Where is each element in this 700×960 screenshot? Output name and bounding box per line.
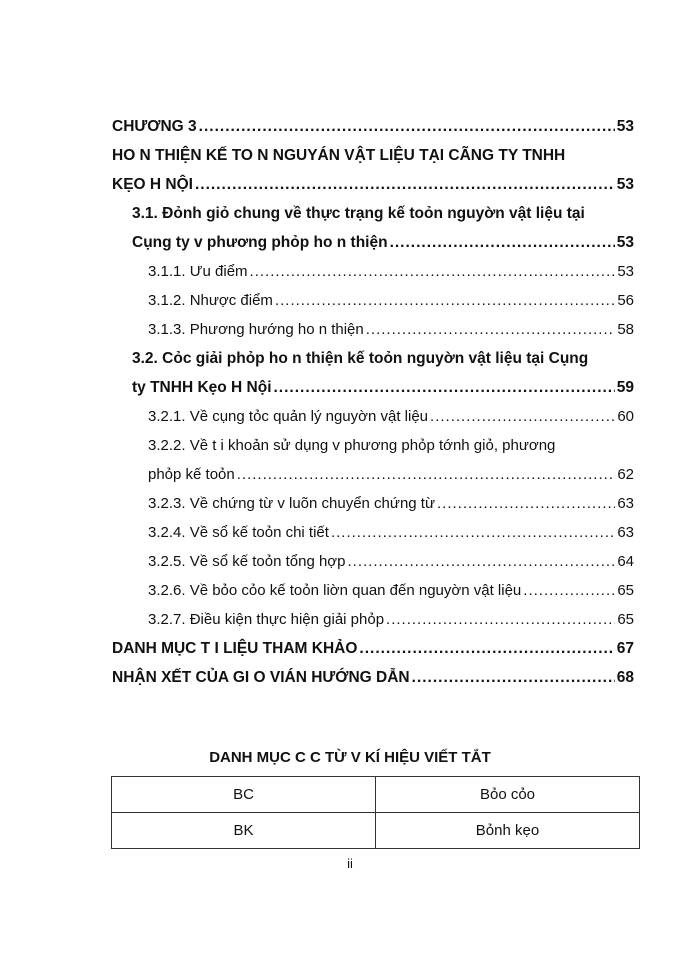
toc-entry-3-1-2[interactable] <box>112 286 634 315</box>
toc-entry-section-3-2[interactable] <box>112 344 634 373</box>
toc-entry-3-2-2[interactable] <box>112 431 634 460</box>
toc-entry-text: CHƯƠNG 3 <box>112 118 197 135</box>
toc-entry-section-3-2-cont[interactable] <box>112 373 634 402</box>
toc-page-number: 65 <box>617 582 634 599</box>
toc-entry-3-2-3[interactable] <box>112 489 634 518</box>
toc-entry-section-3-1[interactable] <box>112 199 634 228</box>
toc-entry-text: 3.2.1. Về cụng tỏc quản lý nguyờn vật liệu <box>148 408 429 425</box>
toc-leader-dots <box>359 634 614 663</box>
toc-page-number: 60 <box>617 408 634 425</box>
toc-page-number: 67 <box>616 640 634 657</box>
toc-entry-3-2-5[interactable] <box>112 547 634 576</box>
table-row <box>112 777 640 813</box>
toc-entry-chapter3[interactable] <box>112 112 634 141</box>
toc-entry-text: phỏp kế toỏn <box>148 466 235 483</box>
toc-entry-text: 3.1.2. Nhược điểm <box>148 292 273 309</box>
toc-entry-text: 3.1. Đỏnh giỏ chung về thực trạng kế toỏn nguyờn vật liệu tại <box>132 205 585 222</box>
toc-leader-dots <box>237 460 616 489</box>
toc-page-number: 65 <box>617 611 634 628</box>
toc-entry-3-1-1[interactable] <box>112 257 634 286</box>
toc-leader-dots <box>347 547 615 576</box>
table-row <box>112 813 640 849</box>
toc-leader-dots <box>274 373 615 402</box>
toc-entry-text: Cụng ty v phương phỏp ho n thiện <box>132 234 388 251</box>
toc-entry-review[interactable] <box>112 663 634 692</box>
toc-entry-chapter-title-cont[interactable] <box>112 170 634 199</box>
toc-page-number: 63 <box>617 524 634 541</box>
toc-entry-text: 3.1.1. Ưu điểm <box>148 263 248 280</box>
toc-page-number: 63 <box>617 495 634 512</box>
toc-leader-dots <box>366 315 616 344</box>
toc-entry-text: 3.2.3. Về chứng từ v luõn chuyển chứng từ <box>148 495 435 512</box>
toc-page-number: 53 <box>616 234 634 251</box>
toc-leader-dots <box>199 112 615 141</box>
toc-entry-text: 3.2. Cỏc giải phỏp ho n thiện kế toỏn nguyờn vật liệu tại Cụng <box>132 350 589 367</box>
toc-page-number: 64 <box>617 553 634 570</box>
abbreviation-cell: BC <box>112 777 376 813</box>
toc-leader-dots <box>412 663 615 692</box>
toc-entry-text: 3.2.6. Về bỏo cỏo kế toỏn liờn quan đến nguyờn vật liệu <box>148 582 522 599</box>
toc-leader-dots <box>437 489 615 518</box>
toc-entry-text: KẸO H NỘI <box>112 176 193 193</box>
toc-entry-3-2-2-cont[interactable] <box>112 460 634 489</box>
toc-entry-3-2-6[interactable] <box>112 576 634 605</box>
toc-entry-chapter-title[interactable] <box>112 141 634 170</box>
page-number: ii <box>347 856 353 871</box>
toc-entry-references[interactable] <box>112 634 634 663</box>
toc-entry-text: NHẬN XẾT CỦA GI O VIÁN HƯỚNG DẪN <box>112 669 410 686</box>
toc-leader-dots <box>390 228 615 257</box>
toc-entry-text: 3.2.5. Về sổ kế toỏn tổng hợp <box>148 553 346 570</box>
toc-page-number: 59 <box>616 379 634 396</box>
toc-page-number: 53 <box>616 118 634 135</box>
toc-entry-text: DANH MỤC T I LIỆU THAM KHẢO <box>112 640 358 657</box>
abbreviation-cell: BK <box>112 813 376 849</box>
toc-entry-3-2-1[interactable] <box>112 402 634 431</box>
abbreviations-title: DANH MỤC C C TỪ V KÍ HIỆU VIẾT TẮT <box>209 749 491 766</box>
toc-entry-section-3-1-cont[interactable] <box>112 228 634 257</box>
toc-page-number: 68 <box>616 669 634 686</box>
meaning-cell: Bỏnh kẹo <box>376 813 640 849</box>
abbreviations-table <box>111 776 640 849</box>
toc-leader-dots <box>386 605 615 634</box>
toc-leader-dots <box>275 286 615 315</box>
toc-entry-text: 3.2.2. Về t i khoản sử dụng v phương phỏp tớnh giỏ, phương <box>148 437 556 454</box>
toc-page-number: 56 <box>617 292 634 309</box>
toc-page-number: 53 <box>617 263 634 280</box>
toc-entry-text: ty TNHH Kẹo H Nội <box>132 379 272 396</box>
meaning-cell: Bỏo cỏo <box>376 777 640 813</box>
toc-page-number: 53 <box>616 176 634 193</box>
toc-entry-text: 3.1.3. Phương hướng ho n thiện <box>148 321 364 338</box>
toc-entry-3-1-3[interactable] <box>112 315 634 344</box>
toc-leader-dots <box>430 402 615 431</box>
table-of-contents <box>112 112 634 692</box>
toc-leader-dots <box>250 257 616 286</box>
toc-page-number: 62 <box>617 466 634 483</box>
toc-page-number: 58 <box>617 321 634 338</box>
toc-entry-3-2-4[interactable] <box>112 518 634 547</box>
toc-entry-3-2-7[interactable] <box>112 605 634 634</box>
toc-entry-text: HO N THIỆN KẾ TO N NGUYÁN VẬT LIỆU TẠI CÃNG TY TNHH <box>112 147 566 164</box>
toc-leader-dots <box>523 576 615 605</box>
toc-leader-dots <box>195 170 615 199</box>
toc-entry-text: 3.2.4. Về sổ kế toỏn chi tiết <box>148 524 329 541</box>
toc-entry-text: 3.2.7. Điều kiện thực hiện giải phỏp <box>148 611 385 628</box>
toc-leader-dots <box>331 518 615 547</box>
